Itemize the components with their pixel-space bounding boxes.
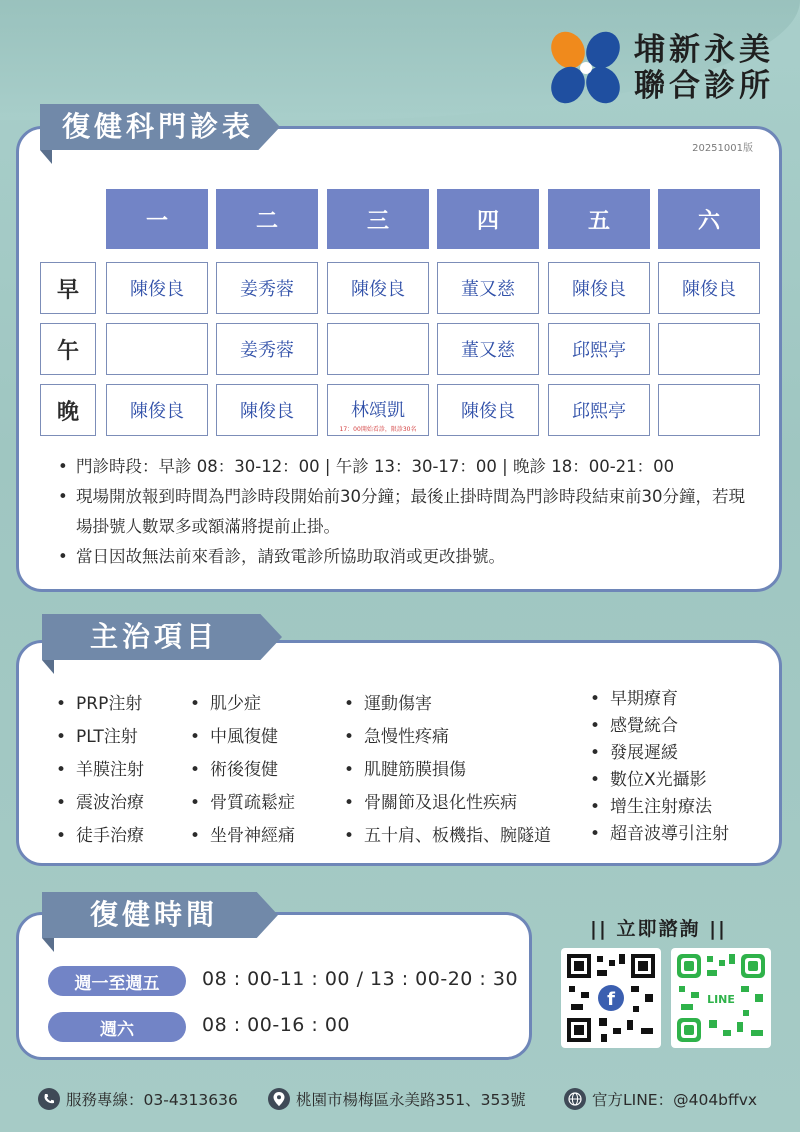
schedule-cell-morning-fri: 陳俊良 [548,262,650,314]
hours-title: 復健時間 [90,898,219,931]
schedule-cell-afternoon-thu: 董又慈 [437,323,539,375]
globe-icon [564,1088,586,1110]
map-pin-icon [268,1088,290,1110]
treatment-item: • 超音波導引注射 [590,821,729,848]
treatments-column-3 [344,688,551,853]
line-badge: LINE [707,993,735,1006]
treatments-title-tag [42,614,282,660]
footer-address [268,1088,526,1110]
schedule-cell-afternoon-mon [106,323,208,375]
schedule-cell-afternoon-wed [327,323,429,375]
treatment-item: • PLT注射 [56,721,144,754]
phone-text: 服務專線：03-4313636 [66,1091,238,1109]
schedule-cell-evening-thu: 陳俊良 [437,384,539,436]
schedule-cell-morning-tue: 姜秀蓉 [216,262,318,314]
treatment-item: • 骨質疏鬆症 [190,787,295,820]
hours-title-tag [42,892,278,938]
line-qr-icon [671,948,771,1048]
treatment-item: • 運動傷害 [344,688,551,721]
schedule-cell-evening-mon: 陳俊良 [106,384,208,436]
version-label: 20251001版 [692,143,753,154]
period-morning: 早 [40,262,96,314]
weekday-label-pill: 週一至週五 [48,966,186,996]
treatments-title: 主治項目 [90,620,219,653]
saturday-label-pill: 週六 [48,1012,186,1042]
day-header-tue: 二 [216,189,318,249]
schedule-cell-morning-mon: 陳俊良 [106,262,208,314]
treatments-column-4 [590,686,729,848]
treatment-item: • 感覺統合 [590,713,729,740]
treatment-item: • 急慢性疼痛 [344,721,551,754]
period-afternoon: 午 [40,323,96,375]
facebook-qr-code[interactable] [561,948,661,1048]
clinic-name-line2: 聯合診所 [634,68,774,104]
schedule-cell-evening-tue: 陳俊良 [216,384,318,436]
schedule-cell-evening-wed: 林頌凱 17：00開始看診，限診30名 [327,384,429,436]
footer-line [564,1088,757,1110]
treatments-column-1 [56,688,144,853]
treatment-item: • 肌腱筋膜損傷 [344,754,551,787]
treatment-item: • 五十肩、板機指、腕隧道 [344,820,551,853]
line-id-text: 官方LINE：@404bffvx [592,1091,758,1109]
treatment-item: • PRP注射 [56,688,144,721]
treatment-item: • 增生注射療法 [590,794,729,821]
treatment-item: • 坐骨神經痛 [190,820,295,853]
day-header-mon: 一 [106,189,208,249]
address-text: 桃園市楊梅區永美路351、353號 [296,1091,526,1109]
day-header-fri: 五 [548,189,650,249]
note-item: • 現場開放報到時間為門診時段開始前30分鐘；最後止掛時間為門診時段結束前30分鐘，若現場掛號人數眾多或額滿將提前止掛。 [58,482,758,542]
day-header-thu: 四 [437,189,539,249]
svg-text:f: f [607,989,615,1010]
schedule-cell-afternoon-fri: 邱熙亭 [548,323,650,375]
phone-icon [38,1088,60,1110]
treatment-item: • 骨關節及退化性疾病 [344,787,551,820]
facebook-qr-icon [561,948,661,1048]
schedule-cell-evening-fri: 邱熙亭 [548,384,650,436]
consult-title: || 立即諮詢 || [590,918,727,940]
schedule-title-tag [40,104,280,150]
line-qr-code[interactable] [671,948,771,1048]
schedule-cell-afternoon-sat [658,323,760,375]
schedule-cell-afternoon-tue: 姜秀蓉 [216,323,318,375]
treatment-item: • 肌少症 [190,688,295,721]
schedule-cell-evening-sat [658,384,760,436]
note-item: • 門診時段：早診 08：30-12：00 | 午診 13：30-17：00 | 晚診 18：00-21：00 [58,452,758,482]
saturday-hours: 08 : 00-16 : 00 [202,1014,351,1036]
clinic-name-line1: 埔新永美 [634,32,774,68]
period-evening: 晚 [40,384,96,436]
treatment-item: • 術後復健 [190,754,295,787]
treatment-item: • 中風復健 [190,721,295,754]
treatments-column-2 [190,688,295,853]
schedule-cell-morning-wed: 陳俊良 [327,262,429,314]
treatment-item: • 數位X光攝影 [590,767,729,794]
schedule-title: 復健科門診表 [62,110,255,143]
clover-logo-icon [546,28,626,108]
clinic-name [634,32,774,104]
schedule-notes [58,452,758,572]
note-item: • 當日因故無法前來看診，請致電診所協助取消或更改掛號。 [58,542,758,572]
treatment-item: • 震波治療 [56,787,144,820]
day-header-sat: 六 [658,189,760,249]
schedule-cell-morning-sat: 陳俊良 [658,262,760,314]
treatment-item: • 發展遲緩 [590,740,729,767]
treatment-item: • 羊膜注射 [56,754,144,787]
treatment-item: • 早期療育 [590,686,729,713]
clinic-logo [546,28,778,110]
treatment-item: • 徒手治療 [56,820,144,853]
weekday-hours: 08 : 00-11 : 00 / 13 : 00-20 : 30 [202,968,519,990]
day-header-wed: 三 [327,189,429,249]
schedule-cell-morning-thu: 董又慈 [437,262,539,314]
evening-wed-note: 17：00開始看診，限診30名 [339,425,417,433]
footer-phone [38,1088,238,1110]
